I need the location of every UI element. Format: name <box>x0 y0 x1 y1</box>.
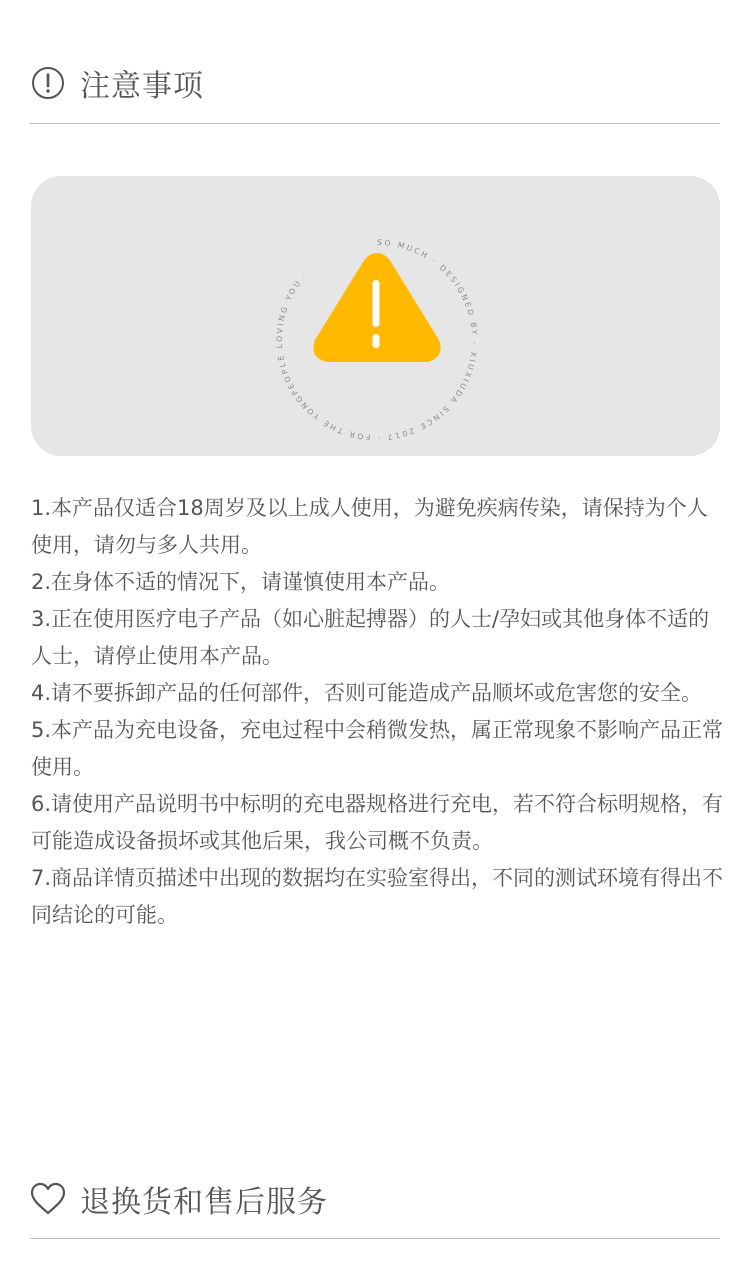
notice-list <box>31 490 725 934</box>
exclamation-circle-icon <box>30 65 66 101</box>
aftersale-section-divider <box>30 1238 720 1239</box>
notice-section-title: 注意事项 <box>80 69 204 104</box>
notice-item: 6.请使用产品说明书中标明的充电器规格进行充电，若不符合标明规格，有可能造成设备损坏或其他后果，我公司概不负责。 <box>31 792 724 853</box>
notice-item: 4.请不要拆卸产品的任何部件，否则可能造成产品顺坏或危害您的安全。 <box>31 681 703 705</box>
warning-illustration <box>31 176 720 456</box>
notice-item: 5.本产品为充电设备，充电过程中会稍微发热，属正常现象不影响产品正常使用。 <box>31 718 724 779</box>
notice-item: 3.正在使用医疗电子产品（如心脏起搏器）的人士/孕妇或其他身体不适的人士，请停止使用本产品。 <box>31 607 710 668</box>
notice-item: 2.在身体不适的情况下，请谨慎使用本产品。 <box>31 570 451 594</box>
warning-illustration-card <box>31 176 720 456</box>
notice-section-divider <box>30 123 720 124</box>
notice-section-header <box>30 52 720 114</box>
aftersale-section-header <box>30 1168 720 1230</box>
heart-icon <box>30 1181 66 1217</box>
notice-item: 1.本产品仅适合18周岁及以上成人使用，为避免疾病传染，请保持为个人使用，请勿与多人共用。 <box>31 496 708 557</box>
ring-text: SO MUCH · DESIGNED BY · XIUXIUDA SINCE 2017 · FOR THE YONGPEOPLE LOVING YOU · <box>274 237 479 443</box>
warning-triangle-icon <box>314 253 441 362</box>
notice-item: 7.商品详情页描述中出现的数据均在实验室得出，不同的测试环境有得出不同结论的可能。 <box>31 866 724 927</box>
aftersale-section-title: 退换货和售后服务 <box>80 1185 328 1220</box>
